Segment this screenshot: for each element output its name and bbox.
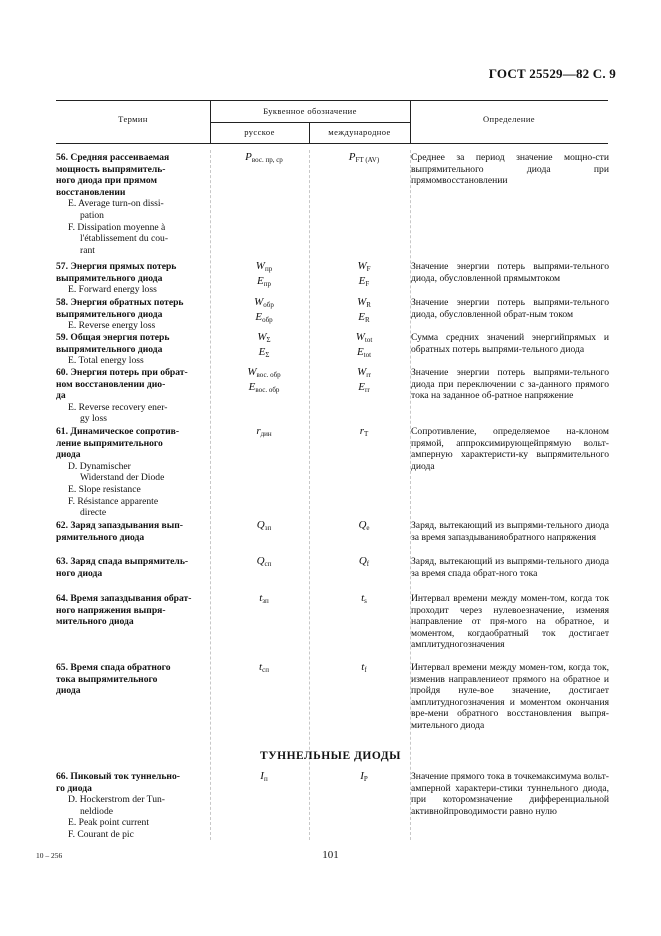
symbol-russian-line (214, 771, 314, 786)
term-title-line (56, 593, 206, 605)
term-foreign-equivalent: D. Dynamischer (68, 460, 131, 472)
header-international: международное (328, 127, 391, 137)
symbol-international (314, 520, 414, 535)
symbol-base: Q (358, 519, 367, 531)
symbol-russian-line (214, 556, 314, 571)
term-title-text: Динамическое сопротив- (70, 426, 180, 437)
symbol-base: W (355, 331, 365, 343)
symbol-russian-line (214, 332, 314, 347)
term-title-text: Пиковый ток туннельно- (70, 771, 180, 782)
term-foreign-equivalent: E. Forward energy loss (68, 284, 157, 296)
symbol-subscript: s (364, 597, 367, 605)
symbol-base: E (358, 380, 366, 393)
symbol-subscript: пр (264, 265, 273, 273)
term-number: 57. (56, 261, 68, 272)
definition-line: значения (467, 639, 505, 651)
symbol-base: W (357, 366, 367, 378)
symbol-international (314, 297, 414, 326)
symbol-subscript: FT (AV) (355, 156, 380, 164)
symbol-base: P (245, 151, 252, 163)
symbol-subscript: e (366, 524, 370, 532)
symbol-international-line (314, 662, 414, 677)
term-foreign-equivalent: E. Reverse recovery ener- (68, 401, 168, 413)
symbol-russian-line (214, 426, 314, 441)
term-title-line (56, 344, 206, 356)
symbol-subscript: сп (262, 666, 269, 674)
symbol-base: t (259, 592, 263, 604)
term-title-line (56, 152, 206, 164)
term-title-text: Энергия прямых потерь (70, 261, 177, 272)
definition-line: ратное напряжение (494, 390, 574, 402)
symbol-international (314, 426, 414, 441)
symbol-subscript: дин (260, 430, 272, 438)
term-foreign-equivalent: E. Peak point current (68, 817, 149, 829)
symbol-subscript: п (263, 775, 268, 783)
symbol-base: r (359, 425, 364, 437)
symbol-international-line (314, 347, 414, 362)
term-number: 61. (56, 426, 68, 437)
term-title-text: тока выпрямительного (56, 673, 158, 685)
symbol-russian (214, 520, 314, 535)
symbol-russian-line (214, 312, 314, 327)
symbol-international-line (314, 520, 414, 535)
term-title-line (56, 616, 206, 628)
term-title-line (56, 187, 206, 199)
header-definition: Определение (483, 114, 535, 124)
symbol-international-line (314, 771, 414, 786)
term-title-text: диода (56, 449, 81, 461)
definition-line: вое значение, достигает амплитудного (411, 685, 609, 708)
symbol-international (314, 152, 414, 167)
symbol-international (314, 593, 414, 608)
symbol-base: W (357, 260, 367, 272)
term-title-text: ного диода (56, 567, 103, 579)
symbol-international (314, 332, 414, 361)
term-foreign-equivalent: F. Résistance apparente (68, 495, 159, 507)
term-number: 63. (56, 556, 68, 567)
term-foreign-equivalent: directe (80, 507, 107, 519)
term-foreign-equivalent: rant (80, 244, 95, 256)
term-title-line (56, 449, 206, 461)
symbol-subscript: зп (264, 524, 272, 532)
symbol-russian-line (214, 662, 314, 677)
symbol-international (314, 261, 414, 290)
symbol-subscript: tot (364, 336, 373, 344)
definition-line: восстановлении (442, 175, 508, 187)
symbol-subscript: Σ (265, 350, 270, 359)
term-cell (56, 593, 206, 628)
symbol-russian-line (214, 347, 314, 362)
definition-line: Заряд, вытекающий из выпрями- (411, 520, 547, 531)
term-title-text: восстановлении (56, 186, 126, 198)
symbol-subscript: rr (365, 385, 370, 394)
definition-line: прямую вольт-амперную характеристи- (411, 437, 609, 461)
term-title-text: рямительного диода (56, 531, 145, 543)
term-title-line (56, 662, 206, 674)
definition-line: клоном прямой, аппроксимирующей (411, 426, 609, 449)
symbol-base: Q (256, 519, 265, 531)
term-title-text: Энергия потерь при обрат- (70, 367, 188, 378)
definition-cell (411, 662, 609, 732)
footer-print-mark: 10 – 256 (36, 851, 63, 860)
definition-line: обратный ток достигает амплитудного (411, 627, 610, 651)
term-number: 60. (56, 367, 68, 378)
symbol-russian (214, 261, 314, 290)
symbol-international (314, 662, 414, 677)
symbol-international-line (314, 152, 414, 167)
header-sub-rule (210, 122, 410, 123)
term-title-text: Средняя рассеиваемая (70, 152, 170, 163)
definition-line: тельного диода, обусловленной обрат- (411, 297, 609, 320)
symbol-subscript: сп (264, 560, 272, 568)
symbol-international-line (314, 312, 414, 327)
symbol-russian-line (214, 382, 314, 397)
column-guide (210, 150, 211, 840)
definition-line: Заряд, вытекающий из выпрями- (411, 556, 547, 567)
term-cell (56, 152, 206, 256)
term-foreign-equivalent: E. Average turn-on dissi- (68, 198, 164, 210)
symbol-russian (214, 426, 314, 441)
symbol-base: E (356, 345, 364, 358)
definition-cell (411, 261, 609, 284)
term-title-text: Заряд спада выпрямитель- (70, 556, 189, 567)
symbol-subscript: f (366, 560, 370, 568)
term-number: 58. (56, 297, 68, 308)
symbol-subscript: tot (363, 350, 372, 359)
term-foreign-equivalent: E. Reverse energy loss (68, 320, 156, 332)
symbol-base: Q (358, 555, 367, 567)
term-cell (56, 520, 206, 543)
definition-cell (411, 771, 609, 817)
section-title: ТУННЕЛЬНЫЕ ДИОДЫ (260, 750, 401, 762)
symbol-russian (214, 367, 314, 396)
term-number: 65. (56, 662, 68, 673)
symbol-international-line (314, 382, 414, 397)
symbol-international (314, 771, 414, 786)
symbol-subscript: T (364, 430, 369, 438)
term-number: 59. (56, 332, 68, 343)
symbol-russian-line (214, 520, 314, 535)
term-cell (56, 556, 206, 579)
term-foreign-equivalent: gy loss (80, 413, 107, 425)
term-title-text: Общая энергия потерь (70, 332, 170, 343)
symbol-base: E (358, 310, 366, 323)
term-title-text: ном восстановлении дио- (56, 378, 166, 390)
definition-cell (411, 593, 609, 651)
definition-line: Сопротивление, определяемое на- (411, 426, 579, 437)
header-russian: русское (244, 127, 275, 137)
symbol-subscript: R (365, 315, 370, 324)
term-title-line (56, 332, 206, 344)
symbol-base: E (255, 310, 263, 323)
term-cell (56, 771, 206, 841)
symbol-base: I (260, 770, 264, 782)
symbol-subscript: обр (263, 301, 274, 309)
definition-line: мительного диода (411, 719, 485, 731)
term-title-text: мительного диода (56, 616, 134, 628)
definition-line: максимума вольт-амперной характери- (411, 771, 609, 794)
symbol-subscript: зп (262, 597, 269, 605)
term-foreign-equivalent: neldiode (80, 805, 114, 817)
definition-line: стики туннельного диода, при котором (411, 782, 609, 806)
symbol-base: W (254, 296, 264, 308)
symbol-subscript: пр (263, 279, 271, 288)
term-title-line (56, 164, 206, 176)
definition-line: Значение энергии потерь выпрями- (411, 367, 573, 378)
symbol-international-line (314, 426, 414, 441)
definition-cell (411, 556, 609, 579)
definition-line: тельного диода (522, 343, 585, 355)
definition-line: прямых и обратных потерь выпрями- (411, 332, 609, 355)
term-number: 66. (56, 771, 68, 782)
term-title-text: выпрямительного диода (56, 308, 163, 320)
definition-line: ным током (529, 308, 574, 320)
definition-line: том, когда ток, изменив направление (411, 662, 610, 685)
term-cell (56, 367, 206, 425)
definition-line: Значение энергии потерь выпрями- (411, 297, 573, 308)
term-number: 64. (56, 593, 68, 604)
term-title-line (56, 520, 206, 532)
term-title-line (56, 261, 206, 273)
term-title-line (56, 273, 206, 285)
term-title-line (56, 674, 206, 686)
term-title-line (56, 556, 206, 568)
term-title-text: ного напряжения выпря- (56, 604, 166, 616)
definition-line: значение, изменяя направление от пря- (411, 604, 609, 628)
definition-line: Интервал времени между момен- (411, 662, 549, 673)
term-cell (56, 261, 206, 296)
definition-line: мого на обратное, и моментом, когда (411, 616, 609, 639)
column-guide (309, 150, 310, 840)
symbol-russian (214, 662, 314, 677)
symbol-base: E (358, 274, 366, 287)
term-title-line (56, 605, 206, 617)
symbol-subscript: rr (366, 371, 371, 379)
symbol-russian-line (214, 261, 314, 276)
definition-line: Интервал времени между момен- (411, 593, 551, 604)
term-title-text: Энергия обратных потерь (70, 297, 184, 308)
symbol-russian-line (214, 367, 314, 382)
symbol-russian (214, 593, 314, 608)
header-bottom-rule (56, 143, 608, 144)
definition-cell (411, 426, 609, 472)
symbol-base: Q (256, 555, 265, 567)
term-title-line (56, 783, 206, 795)
symbol-base: W (257, 331, 267, 343)
term-foreign-equivalent: l'établissement du cou- (80, 233, 169, 245)
header-symbol: Буквенное обозначение (263, 106, 357, 116)
symbol-subscript: P (363, 775, 368, 783)
term-title-line (56, 426, 206, 438)
term-title-line (56, 309, 206, 321)
definition-line: значения и моментом окончания вре- (411, 696, 609, 720)
term-title-text: Время запаздывания обрат- (70, 593, 192, 604)
symbol-base: t (361, 592, 365, 604)
symbol-subscript: вос. обр (256, 371, 281, 379)
term-title-text: ление выпрямительного (56, 437, 163, 449)
symbol-base: E (257, 274, 264, 287)
symbol-russian (214, 556, 314, 571)
term-title-text: выпрямительного диода (56, 272, 163, 284)
column-guide (410, 150, 411, 840)
term-title-line (56, 685, 206, 697)
symbol-international-line (314, 297, 414, 312)
symbol-international-line (314, 276, 414, 291)
symbol-base: t (259, 661, 263, 673)
symbol-subscript: Σ (266, 336, 271, 344)
symbol-base: W (247, 366, 257, 378)
page-header: ГОСТ 25529—82 С. 9 (488, 66, 616, 81)
symbol-subscript: вос. обр (255, 385, 280, 394)
term-title-text: диода (56, 685, 81, 697)
symbol-base: W (357, 296, 367, 308)
symbol-base: P (348, 151, 356, 163)
definition-line: Значение энергии потерь выпрями- (411, 261, 573, 272)
symbol-russian-line (214, 276, 314, 291)
term-title-text: Заряд запаздывания вып- (70, 520, 183, 531)
term-cell (56, 332, 206, 367)
symbol-russian-line (214, 152, 314, 167)
table-top-rule (56, 100, 608, 101)
definition-line: значение дифференциальной активной (411, 794, 610, 817)
symbol-international-line (314, 556, 414, 571)
term-title-text: ного диода при прямом (56, 175, 157, 187)
term-title-line (56, 568, 206, 580)
term-foreign-equivalent: E. Total energy loss (68, 355, 144, 367)
term-foreign-equivalent: E. Slope resistance (68, 483, 141, 495)
definition-cell (411, 297, 609, 320)
symbol-international-line (314, 367, 414, 382)
term-title-line (56, 175, 206, 187)
definition-line: ку выпрямительного диода (411, 449, 609, 472)
term-title-text: мощность выпрямитель- (56, 163, 166, 175)
definition-line: обратного напряжения (503, 531, 597, 543)
symbol-russian (214, 297, 314, 326)
symbol-international-line (314, 332, 414, 347)
term-title-line (56, 379, 206, 391)
symbol-subscript: f (364, 666, 367, 674)
symbol-russian (214, 771, 314, 786)
term-title-text: го диода (56, 782, 92, 794)
symbol-base: E (258, 345, 266, 358)
symbol-base: E (248, 380, 256, 393)
term-title-line (56, 438, 206, 450)
symbol-base: W (255, 260, 265, 272)
symbol-subscript: R (366, 301, 371, 309)
symbol-base: I (360, 770, 364, 782)
definition-line: тельного диода при переключении с за- (411, 367, 609, 390)
term-foreign-equivalent: F. Courant de pic (68, 828, 134, 840)
definition-line: мени обратного восстановления выпря- (427, 708, 609, 720)
symbol-base: t (361, 661, 365, 673)
term-title-text: выпрямительного диода (56, 343, 163, 355)
symbol-international (314, 367, 414, 396)
term-title-line (56, 367, 206, 379)
symbol-russian-line (214, 593, 314, 608)
term-cell (56, 297, 206, 332)
definition-cell (411, 520, 609, 543)
definition-line: от прямого на обратное и пройдя нуле- (411, 673, 609, 697)
definition-line: Значение прямого тока в точке (411, 771, 537, 782)
term-foreign-equivalent: F. Dissipation moyenne à (68, 221, 166, 233)
symbol-russian (214, 152, 314, 167)
header-term: Термин (118, 114, 148, 124)
page-number: 101 (322, 849, 339, 861)
term-foreign-equivalent: pation (80, 209, 104, 221)
definition-line: током (536, 272, 561, 284)
term-title-text: да (56, 390, 66, 402)
definition-line: Среднее за период значение мощно- (411, 152, 596, 163)
term-title-line (56, 532, 206, 544)
term-title-line (56, 297, 206, 309)
definition-line: проводимости равно нулю (448, 805, 557, 817)
term-number: 56. (56, 152, 68, 163)
definition-line: ного тока (498, 567, 538, 579)
definition-cell (411, 367, 609, 402)
term-title-line (56, 390, 206, 402)
definition-cell (411, 332, 609, 355)
definition-line: данного прямого тока на заданное об- (411, 378, 609, 402)
term-title-line (56, 771, 206, 783)
symbol-subscript: вос. пр, ср (251, 156, 283, 164)
term-cell (56, 426, 206, 519)
definition-line: тельного диода, обусловленной прямым (411, 261, 609, 284)
definition-line: том, когда ток проходит через нулевое (411, 593, 609, 616)
term-foreign-equivalent: Widerstand der Diode (80, 472, 165, 484)
symbol-base: r (256, 425, 261, 437)
symbol-international (314, 556, 414, 571)
term-title-text: Время спада обратного (70, 662, 171, 673)
symbol-subscript: F (365, 279, 370, 288)
symbol-russian (214, 332, 314, 361)
term-number: 62. (56, 520, 68, 531)
symbol-russian-line (214, 297, 314, 312)
definition-cell (411, 152, 609, 187)
term-cell (56, 662, 206, 697)
definition-line: тельного диода за время запаздывания (411, 520, 609, 543)
symbol-international-line (314, 593, 414, 608)
term-foreign-equivalent: D. Hockerstrom der Tun- (68, 794, 165, 806)
symbol-subscript: обр (262, 315, 273, 324)
definition-line: Сумма средних значений энергий (411, 332, 565, 343)
definition-line: тельного диода за время спада обрат- (411, 556, 609, 579)
symbol-international-line (314, 261, 414, 276)
symbol-subscript: F (366, 265, 371, 273)
definition-line: сти выпрямительного диода при прямом (411, 152, 609, 187)
